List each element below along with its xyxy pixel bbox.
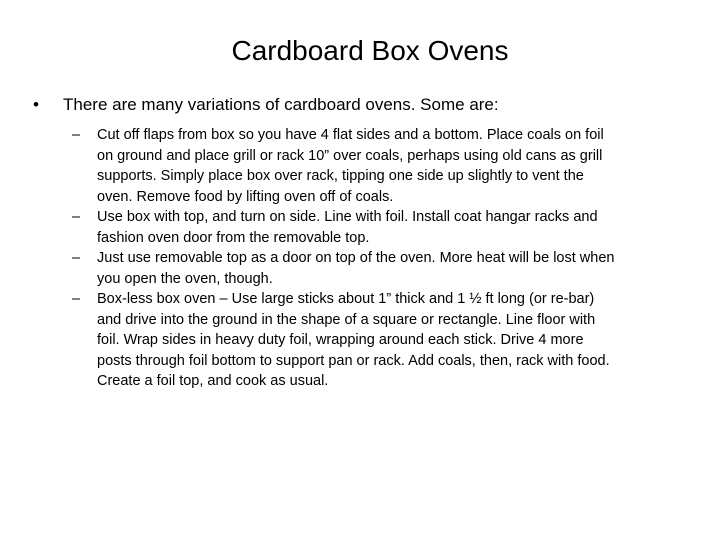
sub-bullet-text-line: you open the oven, though. [97,270,273,287]
sub-bullet-text-line: on ground and place grill or rack 10” over coals, perhaps using old cans as grill [97,147,603,164]
sub-bullet-marker: – [72,209,81,225]
sub-bullet-text-line: Use box with top, and turn on side. Line with foil. Install coat hangar racks and [97,209,598,225]
sub-bullet-text-line: posts through foil bottom to support pan or rack. Add coals, then, rack with food. [97,352,610,369]
sub-bullet-text-line: oven. Remove food by lifting oven off of coals. [97,188,394,205]
sub-bullet-text-line: and drive into the ground in the shape of a square or rectangle. Line floor with [97,311,596,328]
sub-bullet-item [72,125,682,207]
slide-title: Cardboard Box Ovens [231,35,509,66]
sub-bullet-item [72,248,682,289]
sub-bullet-marker: – [72,127,81,143]
sub-bullet-text-line: Cut off flaps from box so you have 4 flat sides and a bottom. Place coals on foil [97,127,604,143]
sub-bullet-item [72,207,682,248]
sub-bullet-text-line: supports. Simply place box over rack, tipping one side up slightly to vent the [97,168,584,184]
sub-bullet-text-line: fashion oven door from the removable top. [97,229,370,246]
sub-bullet-text-line: Box-less box oven – Use large sticks about 1” thick and 1 ½ ft long (or re-bar) [97,291,595,307]
sub-bullet-list [72,125,682,392]
sub-bullet-marker: – [72,250,81,266]
sub-bullet-text-line: Create a foil top, and cook as usual. [97,373,329,389]
bullet-text: There are many variations of cardboard ovens. Some are: [63,95,499,114]
sub-bullet-text-line: foil. Wrap sides in heavy duty foil, wrapping around each stick. Drive 4 more [97,332,584,348]
sub-bullet-text-line: Just use removable top as a door on top of the oven. More heat will be lost when [97,250,615,266]
sub-bullet-item [72,289,682,392]
sub-bullet-marker: – [72,291,81,307]
bullet-marker: • [33,95,39,114]
